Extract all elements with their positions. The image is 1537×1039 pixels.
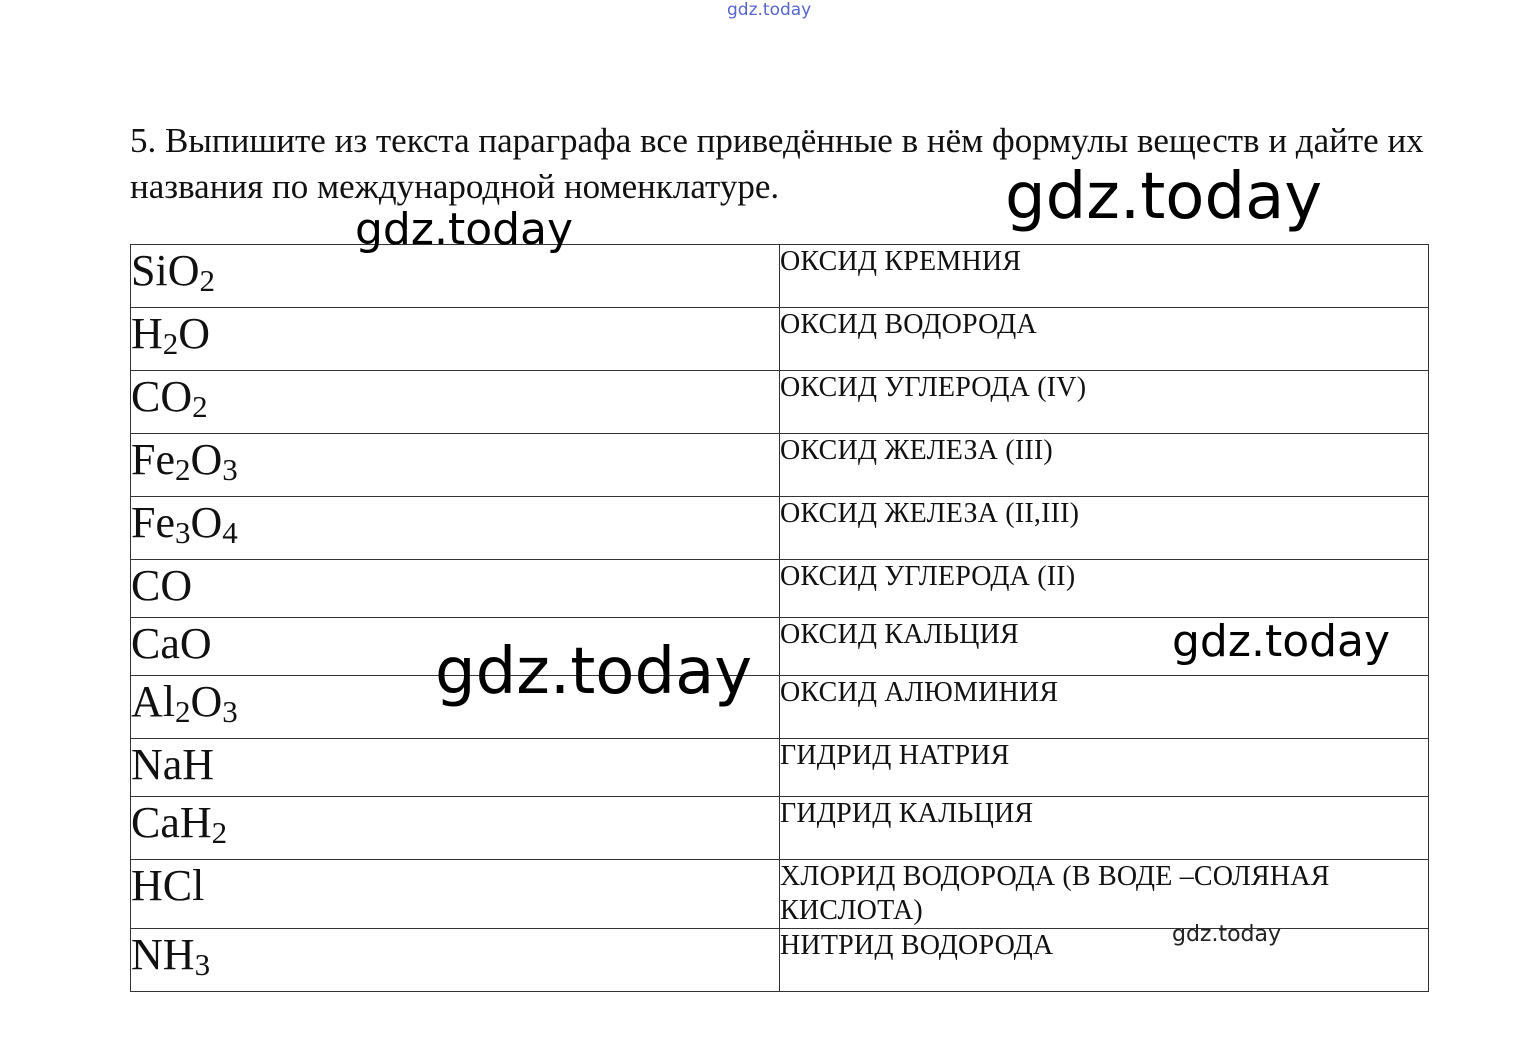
formula-symbol: CO [131, 561, 193, 610]
formula-cell [131, 860, 780, 929]
watermark-large-1: gdz.today [1005, 160, 1323, 234]
formula-symbol: O [178, 309, 211, 358]
formula-subscript: 3 [222, 452, 238, 487]
formula-symbol: NH [131, 930, 195, 979]
substance-name-cell: ОКСИД ВОДОРОДА [780, 308, 1429, 371]
table-row [131, 371, 1429, 434]
task-text: 5. Выпишите из текста параграфа все приведённые в нём формулы веществ и дайте их названия по международной номенклатуре. [130, 121, 1424, 206]
formula-cell [131, 739, 780, 797]
table-row [131, 739, 1429, 797]
substance-name-cell: ХЛОРИД ВОДОРОДА (В ВОДЕ –СОЛЯНАЯ КИСЛОТА) [780, 860, 1429, 929]
formula-subscript: 4 [222, 515, 238, 550]
substance-name-cell: ГИДРИД НАТРИЯ [780, 739, 1429, 797]
formula-cell [131, 929, 780, 992]
formula-subscript: 3 [222, 694, 238, 729]
substance-name-cell: ГИДРИД КАЛЬЦИЯ [780, 797, 1429, 860]
substance-name-cell: ОКСИД КРЕМНИЯ [780, 245, 1429, 308]
formula-symbol: CaH [131, 798, 212, 847]
substance-name-cell: ОКСИД КАЛЬЦИЯ [780, 618, 1429, 676]
substance-name-cell: ОКСИД АЛЮМИНИЯ [780, 676, 1429, 739]
formula-subscript: 3 [194, 947, 211, 982]
substance-name-cell: ОКСИД ЖЕЛЕЗА (III) [780, 434, 1429, 497]
formula-symbol: O [190, 435, 223, 484]
table-row [131, 497, 1429, 560]
formula-cell [131, 308, 780, 371]
formula-cell [131, 560, 780, 618]
formula-cell [131, 434, 780, 497]
watermark-medium-1: gdz.today [355, 204, 574, 255]
formula-subscript: 2 [175, 452, 191, 487]
formula-symbol: CO [131, 372, 193, 421]
formula-symbol: H [131, 309, 163, 358]
watermark-top: gdz.today [727, 0, 812, 20]
substance-name-cell: ОКСИД ЖЕЛЕЗА (II,III) [780, 497, 1429, 560]
formula-symbol: CaO [131, 619, 212, 668]
formula-subscript: 2 [211, 815, 228, 850]
table-row [131, 434, 1429, 497]
table-row [131, 560, 1429, 618]
watermark-large-2: gdz.today [435, 635, 753, 709]
formula-symbol: NaH [131, 740, 215, 789]
table-row [131, 797, 1429, 860]
formula-cell [131, 371, 780, 434]
substance-name-cell: НИТРИД ВОДОРОДА [780, 929, 1429, 992]
formula-subscript: 2 [192, 389, 208, 424]
formula-subscript: 3 [175, 515, 191, 550]
watermark-small: gdz.today [1172, 922, 1282, 947]
formula-symbol: Fe [131, 498, 175, 547]
formula-symbol: HCl [131, 861, 205, 910]
formula-symbol: Al [131, 677, 175, 726]
table-row [131, 245, 1429, 308]
formula-symbol: Fe [131, 435, 175, 484]
formula-subscript: 2 [175, 694, 191, 729]
formula-symbol: SiO [131, 246, 200, 295]
formula-cell [131, 497, 780, 560]
substance-name-cell: ОКСИД УГЛЕРОДА (IV) [780, 371, 1429, 434]
table-row [131, 676, 1429, 739]
formula-symbol: O [190, 677, 223, 726]
table-row [131, 308, 1429, 371]
formula-cell [131, 797, 780, 860]
watermark-medium-2: gdz.today [1172, 616, 1391, 667]
table-row [131, 860, 1429, 929]
formula-subscript: 2 [199, 263, 215, 298]
formula-symbol: O [190, 498, 223, 547]
substance-name-cell: ОКСИД УГЛЕРОДА (II) [780, 560, 1429, 618]
formula-subscript: 2 [162, 326, 179, 361]
